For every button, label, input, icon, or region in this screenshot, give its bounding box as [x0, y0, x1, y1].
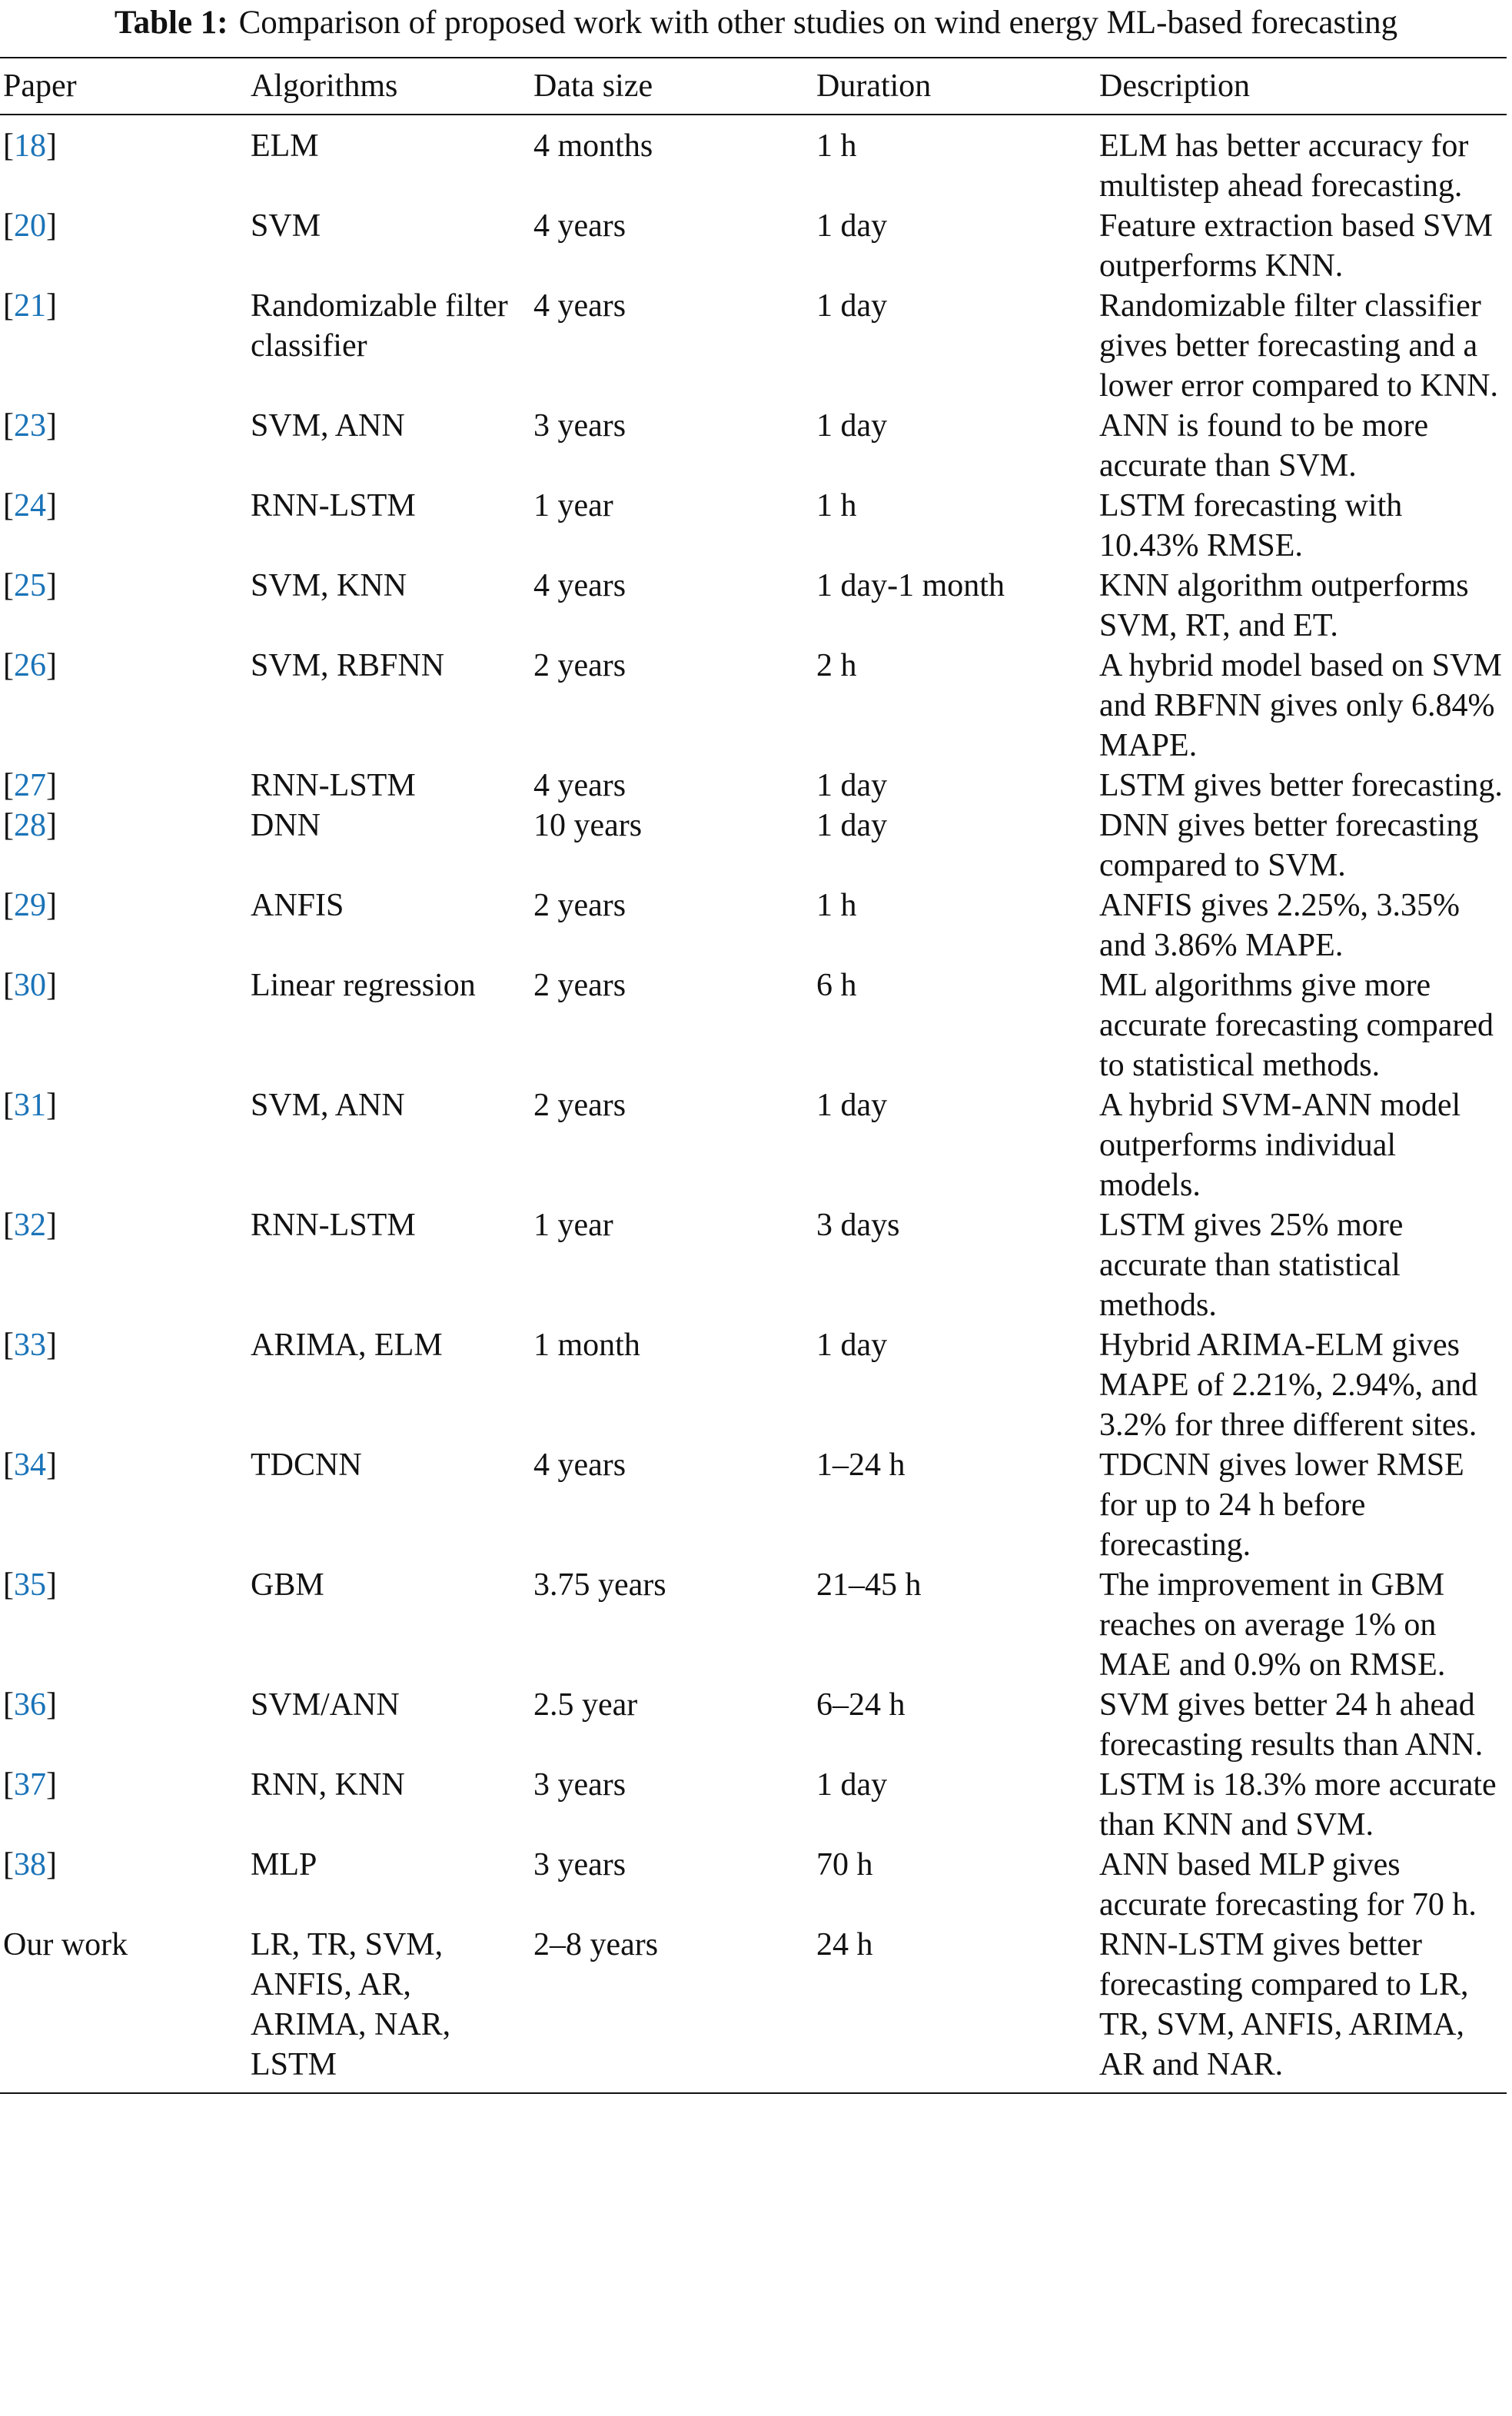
reference-link[interactable]: 28	[14, 808, 46, 843]
table-row	[0, 115, 1507, 206]
cell-paper: [34]	[3, 1447, 57, 1483]
cell-description: Hybrid ARIMA-ELM gives MAPE of 2.21%, 2.94%, and 3.2% for three different sites.	[1099, 1328, 1478, 1443]
cell-paper: Our work	[3, 1927, 128, 1962]
table-row	[0, 1085, 1507, 1205]
cell-data-size: 3 years	[533, 1767, 626, 1803]
table-row	[0, 886, 1507, 965]
cell-duration: 6–24 h	[816, 1687, 906, 1723]
cell-paper: [25]	[3, 568, 57, 603]
cell-algorithms: MLP	[251, 1847, 317, 1883]
cell-duration: 1 h	[816, 888, 857, 923]
table-row	[0, 1445, 1507, 1565]
reference-link[interactable]: 38	[14, 1847, 46, 1883]
cell-description: ML algorithms give more accurate forecasting compared to statistical methods.	[1099, 968, 1494, 1083]
reference-link[interactable]: 20	[14, 208, 46, 244]
reference-link[interactable]: 36	[14, 1687, 46, 1723]
cell-paper: [26]	[3, 648, 57, 683]
cell-data-size: 2 years	[533, 888, 626, 923]
cell-description: LSTM forecasting with 10.43% RMSE.	[1099, 488, 1403, 563]
cell-paper: [32]	[3, 1208, 57, 1243]
cell-duration: 6 h	[816, 968, 857, 1003]
table-row	[0, 1685, 1507, 1765]
cell-duration: 1 h	[816, 488, 857, 523]
table-row	[0, 1765, 1507, 1845]
cell-data-size: 4 years	[533, 568, 626, 603]
column-header-paper: Paper	[3, 68, 77, 104]
cell-algorithms: RNN-LSTM	[251, 768, 416, 803]
cell-duration: 1 day	[816, 1328, 888, 1363]
cell-description: Feature extraction based SVM outperforms KNN.	[1099, 208, 1494, 284]
table-row	[0, 206, 1507, 286]
cell-duration: 1 day	[816, 408, 888, 444]
cell-paper: [38]	[3, 1847, 57, 1883]
cell-description: KNN algorithm outperforms SVM, RT, and ET.	[1099, 568, 1469, 643]
cell-duration: 1 day	[816, 768, 888, 803]
cell-data-size: 4 years	[533, 208, 626, 244]
cell-duration: 2 h	[816, 648, 857, 683]
cell-paper: [31]	[3, 1088, 57, 1123]
cell-paper: [20]	[3, 208, 57, 244]
cell-description: A hybrid model based on SVM and RBFNN gives only 6.84% MAPE.	[1099, 648, 1502, 763]
cell-data-size: 3.75 years	[533, 1567, 666, 1603]
cell-duration: 1 day	[816, 1088, 888, 1123]
table-row	[0, 766, 1507, 806]
column-header-description: Description	[1099, 68, 1250, 104]
table-row	[0, 1565, 1507, 1685]
table-row	[0, 1325, 1507, 1445]
cell-description: LSTM gives better forecasting.	[1099, 768, 1503, 803]
cell-description: RNN-LSTM gives better forecasting compared to LR, TR, SVM, ANFIS, ARIMA, AR and NAR.	[1099, 1927, 1469, 2082]
reference-link[interactable]: 23	[14, 408, 46, 444]
cell-data-size: 1 year	[533, 488, 613, 523]
cell-algorithms: SVM	[251, 208, 321, 244]
cell-description: SVM gives better 24 h ahead forecasting results than ANN.	[1099, 1687, 1484, 1763]
cell-description: ANN based MLP gives accurate forecasting for 70 h.	[1099, 1847, 1477, 1922]
cell-duration: 21–45 h	[816, 1567, 922, 1603]
cell-description: Randomizable filter classifier gives better forecasting and a lower error compared to KNN.	[1099, 288, 1498, 404]
reference-link[interactable]: 35	[14, 1567, 46, 1603]
cell-description: A hybrid SVM-ANN model outperforms individual models.	[1099, 1088, 1461, 1203]
cell-algorithms: ARIMA, ELM	[251, 1328, 443, 1363]
column-header-data-size: Data size	[533, 68, 653, 104]
cell-data-size: 2.5 year	[533, 1687, 638, 1723]
cell-algorithms: Randomizable filter classifier	[251, 288, 508, 364]
cell-paper: [28]	[3, 808, 57, 843]
cell-description: ANFIS gives 2.25%, 3.35% and 3.86% MAPE.	[1099, 888, 1460, 963]
cell-paper: [35]	[3, 1567, 57, 1603]
cell-duration: 24 h	[816, 1927, 873, 1962]
table-caption-label: Table 1:	[114, 4, 228, 41]
cell-description: The improvement in GBM reaches on average 1% on MAE and 0.9% on RMSE.	[1099, 1567, 1446, 1683]
cell-paper: [37]	[3, 1767, 57, 1803]
cell-data-size: 3 years	[533, 408, 626, 444]
column-header-algorithms: Algorithms	[251, 68, 398, 104]
table-row	[0, 566, 1507, 646]
reference-link[interactable]: 25	[14, 568, 46, 603]
cell-description: LSTM is 18.3% more accurate than KNN and SVM.	[1099, 1767, 1497, 1843]
column-header-duration: Duration	[816, 68, 932, 104]
cell-description: DNN gives better forecasting compared to SVM.	[1099, 808, 1479, 883]
cell-data-size: 4 years	[533, 288, 626, 324]
reference-link[interactable]: 34	[14, 1447, 46, 1483]
cell-paper: [21]	[3, 288, 57, 324]
cell-data-size: 10 years	[533, 808, 643, 843]
cell-paper: [33]	[3, 1328, 57, 1363]
cell-algorithms: SVM, ANN	[251, 1088, 405, 1123]
cell-data-size: 2–8 years	[533, 1927, 659, 1962]
reference-link[interactable]: 27	[14, 768, 46, 803]
table-row	[0, 965, 1507, 1085]
cell-paper: [29]	[3, 888, 57, 923]
cell-data-size: 3 years	[533, 1847, 626, 1883]
cell-description: ANN is found to be more accurate than SVM.	[1099, 408, 1429, 484]
cell-algorithms: SVM, RBFNN	[251, 648, 445, 683]
cell-algorithms: RNN, KNN	[251, 1767, 405, 1803]
table-row	[0, 486, 1507, 566]
cell-algorithms: LR, TR, SVM, ANFIS, AR, ARIMA, NAR, LSTM	[251, 1927, 451, 2082]
cell-algorithms: SVM, ANN	[251, 408, 405, 444]
cell-algorithms: RNN-LSTM	[251, 488, 416, 523]
table-row	[0, 1205, 1507, 1325]
cell-algorithms: ANFIS	[251, 888, 344, 923]
reference-link[interactable]: 32	[14, 1208, 46, 1243]
cell-paper: [30]	[3, 968, 57, 1003]
cell-data-size: 1 year	[533, 1208, 613, 1243]
cell-data-size: 2 years	[533, 968, 626, 1003]
table-row	[0, 1845, 1507, 1925]
reference-link[interactable]: 18	[14, 128, 46, 164]
reference-link[interactable]: 30	[14, 968, 46, 1003]
reference-link[interactable]: 21	[14, 288, 46, 324]
cell-algorithms: ELM	[251, 128, 319, 164]
cell-description: TDCNN gives lower RMSE for up to 24 h before forecasting.	[1099, 1447, 1464, 1563]
reference-link[interactable]: 26	[14, 648, 46, 683]
cell-algorithms: SVM, KNN	[251, 568, 407, 603]
cell-algorithms: RNN-LSTM	[251, 1208, 416, 1243]
cell-duration: 1 h	[816, 128, 857, 164]
cell-paper: [27]	[3, 768, 57, 803]
cell-duration: 1 day-1 month	[816, 568, 1005, 603]
cell-data-size: 4 years	[533, 768, 626, 803]
cell-paper: [36]	[3, 1687, 57, 1723]
table-body	[0, 115, 1507, 2093]
cell-duration: 1 day	[816, 288, 888, 324]
cell-duration: 1 day	[816, 808, 888, 843]
table-row	[0, 286, 1507, 406]
reference-link[interactable]: 37	[14, 1767, 46, 1803]
reference-link[interactable]: 24	[14, 488, 46, 523]
comparison-table	[0, 57, 1507, 2094]
cell-data-size: 2 years	[533, 1088, 626, 1123]
cell-description: ELM has better accuracy for multistep ahead forecasting.	[1099, 128, 1469, 204]
cell-duration: 1 day	[816, 1767, 888, 1803]
table-row	[0, 806, 1507, 886]
cell-duration: 1 day	[816, 208, 888, 244]
cell-algorithms: SVM/ANN	[251, 1687, 400, 1723]
table-row	[0, 406, 1507, 486]
cell-algorithms: DNN	[251, 808, 321, 843]
table-caption	[0, 0, 1512, 45]
cell-paper: [18]	[3, 128, 57, 164]
table-caption-text: Comparison of proposed work with other studies on wind energy ML-based forecasting	[238, 4, 1398, 41]
cell-duration: 1–24 h	[816, 1447, 906, 1483]
cell-algorithms: TDCNN	[251, 1447, 362, 1483]
comparison-table-wrapper	[0, 57, 1507, 2094]
table-row	[0, 646, 1507, 766]
cell-duration: 70 h	[816, 1847, 873, 1883]
cell-data-size: 1 month	[533, 1328, 640, 1363]
reference-link[interactable]: 33	[14, 1328, 46, 1363]
cell-algorithms: GBM	[251, 1567, 324, 1603]
table-header-row	[0, 58, 1507, 115]
reference-link[interactable]: 29	[14, 888, 46, 923]
cell-description: LSTM gives 25% more accurate than statistical methods.	[1099, 1208, 1404, 1323]
cell-algorithms: Linear regression	[251, 968, 476, 1003]
cell-duration: 3 days	[816, 1208, 900, 1243]
cell-paper: [24]	[3, 488, 57, 523]
cell-paper: [23]	[3, 408, 57, 444]
reference-link[interactable]: 31	[14, 1088, 46, 1123]
cell-data-size: 4 months	[533, 128, 653, 164]
cell-data-size: 4 years	[533, 1447, 626, 1483]
cell-data-size: 2 years	[533, 648, 626, 683]
table-row	[0, 1925, 1507, 2093]
